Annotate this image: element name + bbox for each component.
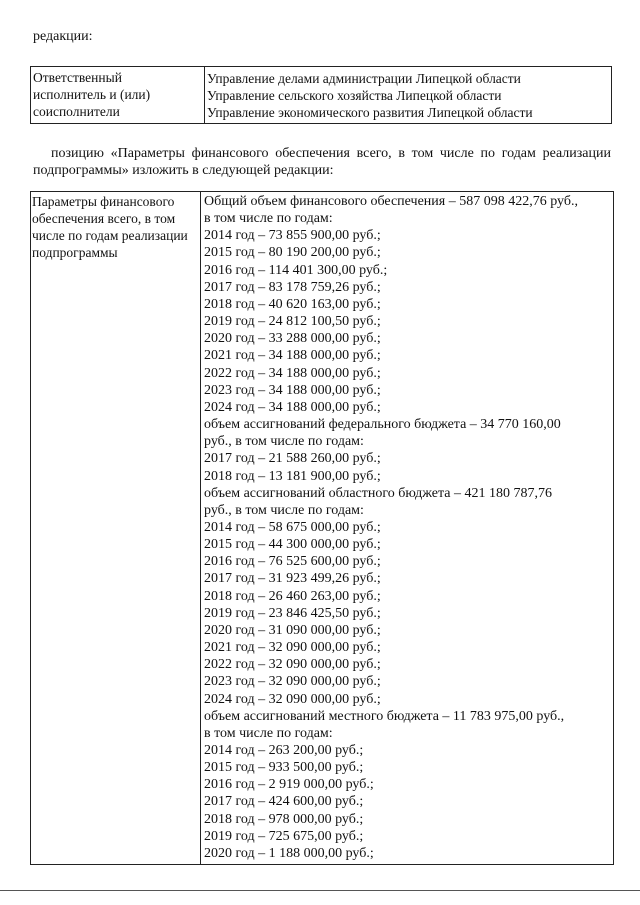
financing-line: 2024 год – 34 188 000,00 руб.; <box>204 399 381 415</box>
financing-line: 2020 год – 33 288 000,00 руб.; <box>204 331 381 347</box>
financing-line: 2024 год – 32 090 000,00 руб.; <box>204 691 381 707</box>
responsible-executors-value-cell <box>205 67 611 123</box>
financing-line: 2014 год – 263 200,00 руб.; <box>204 743 364 758</box>
financing-line: объем ассигнований местного бюджета – 11 783 975,00 руб., <box>204 708 565 724</box>
label-line: Параметры финансового <box>32 194 175 209</box>
financing-line: 2017 год – 424 600,00 руб.; <box>204 794 364 810</box>
executor-line: Управление экономического развития Липецкой области <box>207 105 533 120</box>
financing-line: 2022 год – 32 090 000,00 руб.; <box>204 657 381 673</box>
label-line: числе по годам реализации <box>32 228 188 243</box>
financing-line: 2019 год – 725 675,00 руб.; <box>204 828 364 844</box>
label-line: обеспечения всего, в том <box>32 211 176 226</box>
responsible-executors-table <box>30 66 612 124</box>
financing-parameters-value-cell <box>201 192 613 864</box>
executor-line: Управление сельского хозяйства Липецкой области <box>207 88 502 103</box>
financing-line: 2015 год – 933 500,00 руб.; <box>204 760 364 776</box>
financing-line: 2018 год – 13 181 900,00 руб.; <box>204 468 381 484</box>
intro-text: редакции: <box>33 29 93 44</box>
financing-parameters-table <box>30 191 614 865</box>
financing-line: 2015 год – 80 190 200,00 руб.; <box>204 245 381 261</box>
financing-line: 2020 год – 31 090 000,00 руб.; <box>204 622 381 638</box>
financing-line: 2016 год – 114 401 300,00 руб.; <box>204 262 388 278</box>
financing-line: 2021 год – 34 188 000,00 руб.; <box>204 348 381 364</box>
financing-line: 2018 год – 40 620 163,00 руб.; <box>204 296 381 312</box>
financing-line: 2022 год – 34 188 000,00 руб.; <box>204 365 381 381</box>
financing-line: 2019 год – 24 812 100,50 руб.; <box>204 314 381 330</box>
financing-line: 2018 год – 26 460 263,00 руб.; <box>204 588 381 604</box>
instruction-paragraph: позицию «Параметры финансового обеспечения всего, в том числе по годам реализации подпрограммы» изложить в следующей редакции: <box>33 146 611 178</box>
financing-line: 2021 год – 32 090 000,00 руб.; <box>204 640 381 656</box>
financing-line: 2017 год – 21 588 260,00 руб.; <box>204 451 381 467</box>
financing-line: 2019 год – 23 846 425,50 руб.; <box>204 605 381 621</box>
financing-line: 2014 год – 58 675 000,00 руб.; <box>204 519 381 535</box>
financing-line: 2014 год – 73 855 900,00 руб.; <box>204 228 381 244</box>
financing-line: 2016 год – 76 525 600,00 руб.; <box>204 554 381 570</box>
page-bottom-divider <box>0 890 640 891</box>
label-line: Ответственный <box>33 70 122 85</box>
financing-line: 2016 год – 2 919 000,00 руб.; <box>204 777 374 793</box>
financing-parameters-label-cell <box>31 192 201 864</box>
financing-line: в том числе по годам: <box>204 725 333 741</box>
financing-line: 2015 год – 44 300 000,00 руб.; <box>204 537 381 553</box>
financing-line: в том числе по годам: <box>204 211 333 227</box>
executor-line: Управление делами администрации Липецкой области <box>207 71 521 86</box>
financing-line: 2017 год – 83 178 759,26 руб.; <box>204 279 381 295</box>
financing-line: руб., в том числе по годам: <box>204 434 364 450</box>
label-line: соисполнители <box>33 104 120 119</box>
label-line: исполнитель и (или) <box>33 87 151 102</box>
financing-line: Общий объем финансового обеспечения – 587 098 422,76 руб., <box>204 194 578 209</box>
financing-line: объем ассигнований областного бюджета – 421 180 787,76 <box>204 485 552 501</box>
label-line: подпрограммы <box>32 245 118 260</box>
financing-line: объем ассигнований федерального бюджета – 34 770 160,00 <box>204 417 561 433</box>
financing-line: 2020 год – 1 188 000,00 руб.; <box>204 845 374 861</box>
financing-line: 2018 год – 978 000,00 руб.; <box>204 811 364 827</box>
financing-line: 2023 год – 34 188 000,00 руб.; <box>204 382 381 398</box>
financing-line: руб., в том числе по годам: <box>204 502 364 518</box>
responsible-executors-label-cell <box>31 67 205 123</box>
financing-line: 2023 год – 32 090 000,00 руб.; <box>204 674 381 690</box>
financing-line: 2017 год – 31 923 499,26 руб.; <box>204 571 381 587</box>
